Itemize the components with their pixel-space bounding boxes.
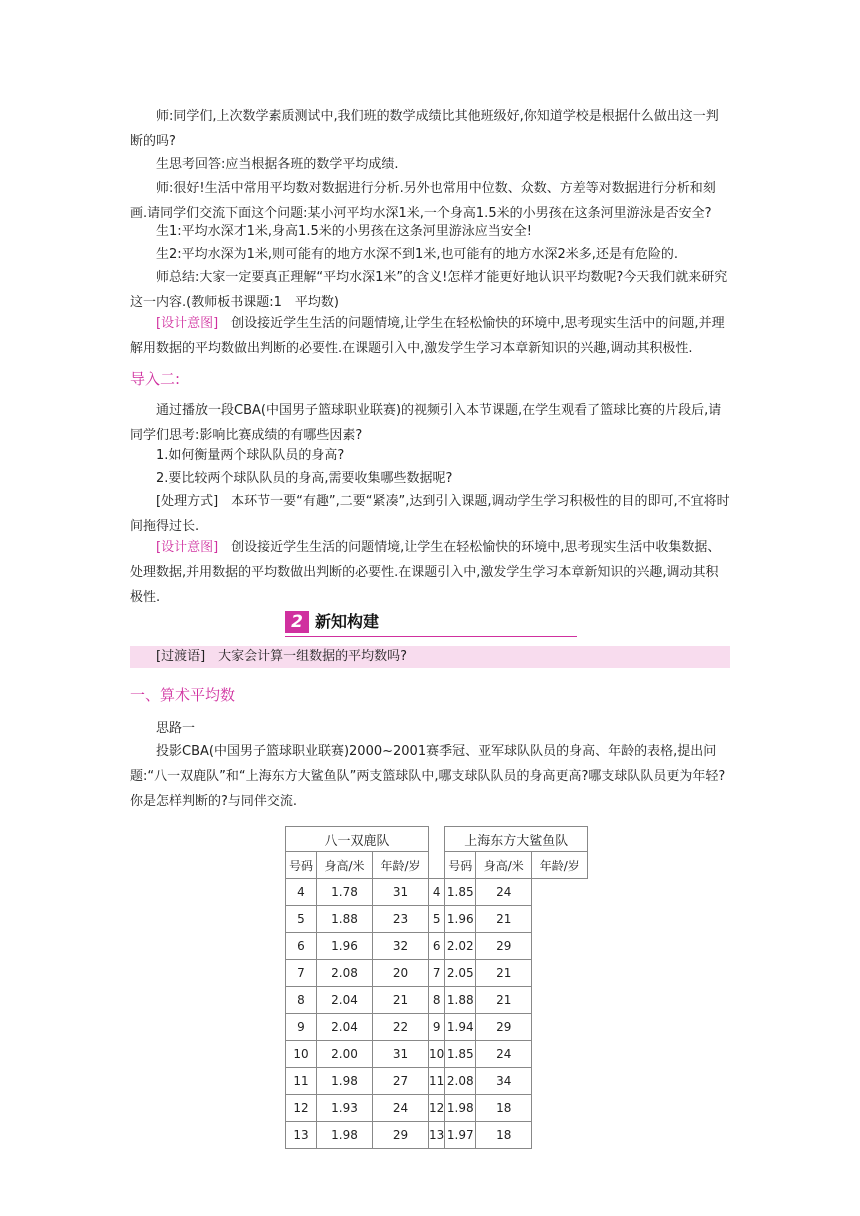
col-header-age: 年龄/岁 [532, 852, 588, 879]
processing-paragraph: [处理方式] 本环节一要“有趣”,二要“紧凑”,达到引入课题,调动学生学习积极性的目的即可,不宜将时间拖得过长. [130, 494, 730, 534]
design-intent-text: 创设接近学生生活的问题情境,让学生在轻松愉快的环境中,思考现实生活中收集数据、处理数据,并用数据的平均数做出判断的必要性.在课题引入中,激发学生学习本章新知识的兴趣,调动其积极性. [130, 540, 721, 605]
cell-no: 5 [429, 906, 445, 933]
cell-no: 7 [286, 960, 317, 987]
paragraph: 通过播放一段CBA(中国男子篮球职业联赛)的视频引入本节课题,在学生观看了篮球比赛的片段后,请同学们思考:影响比赛成绩的有哪些因素? [130, 403, 722, 443]
col-header-no: 号码 [445, 852, 476, 879]
table-row [286, 906, 588, 933]
transition-bar [130, 646, 730, 668]
cell-height: 2.02 [445, 933, 476, 960]
team-stats-table [285, 826, 588, 1149]
cell-height: 2.08 [445, 1068, 476, 1095]
cell-height: 1.85 [445, 879, 476, 906]
cell-age: 31 [373, 879, 429, 906]
cell-age: 24 [373, 1095, 429, 1122]
cell-age: 22 [373, 1014, 429, 1041]
cell-no: 12 [286, 1095, 317, 1122]
cell-no: 11 [286, 1068, 317, 1095]
col-header-no: 号码 [286, 852, 317, 879]
table-row [286, 1095, 588, 1122]
cell-height: 1.96 [445, 906, 476, 933]
cell-height: 1.98 [445, 1095, 476, 1122]
team-left-header: 八一双鹿队 [286, 827, 429, 852]
section-number: 2 [285, 611, 309, 633]
idea-paragraph: 投影CBA(中国男子篮球职业联赛)2000~2001赛季冠、亚军球队队员的身高、年龄的表格,提出问题:“八一双鹿队”和“上海东方大鲨鱼队”两支篮球队中,哪支球队队员的身高更高?哪支球队队员更为年轻?你是怎样判断的?与同伴交流. [130, 744, 726, 809]
paragraph: 师总结:大家一定要真正理解“平均水深1米”的含义!怎样才能更好地认识平均数呢?今天我们就来研究这一内容.(教师板书课题:1 平均数) [130, 270, 728, 310]
cell-height: 2.08 [317, 960, 373, 987]
design-intent-tag: [设计意图] [156, 540, 219, 555]
table-row [286, 933, 588, 960]
cell-height: 1.97 [445, 1122, 476, 1149]
design-intent-text: 创设接近学生生活的问题情境,让学生在轻松愉快的环境中,思考现实生活中的问题,并理解用数据的平均数做出判断的必要性.在课题引入中,激发学生学习本章新知识的兴趣,调动其积极性. [130, 316, 725, 356]
cell-height: 2.04 [317, 987, 373, 1014]
col-header-age: 年龄/岁 [373, 852, 429, 879]
cell-height: 1.98 [317, 1122, 373, 1149]
cell-age: 31 [373, 1041, 429, 1068]
paragraph: 生2:平均水深为1米,则可能有的地方水深不到1米,也可能有的地方水深2米多,还是有危险的. [156, 247, 678, 262]
intro2-heading: 导入二: [130, 370, 181, 388]
section-title: 新知构建 [315, 612, 380, 631]
paragraph: 生1:平均水深才1米,身高1.5米的小男孩在这条河里游泳应当安全! [156, 224, 532, 239]
cell-age: 18 [476, 1095, 532, 1122]
cell-height: 1.85 [445, 1041, 476, 1068]
subsection-heading: 一、算术平均数 [130, 686, 236, 704]
cell-age: 21 [373, 987, 429, 1014]
section-banner [285, 610, 577, 637]
cell-age: 29 [476, 1014, 532, 1041]
cell-no: 4 [286, 879, 317, 906]
list-item: 1.如何衡量两个球队队员的身高? [156, 448, 345, 463]
cell-age: 29 [476, 933, 532, 960]
transition-tag: [过渡语] [156, 649, 206, 664]
cell-no: 13 [429, 1122, 445, 1149]
col-header-height: 身高/米 [476, 852, 532, 879]
design-intent-paragraph [130, 311, 730, 361]
cell-height: 2.05 [445, 960, 476, 987]
cell-no: 10 [286, 1041, 317, 1068]
cell-no: 13 [286, 1122, 317, 1149]
cell-height: 1.88 [445, 987, 476, 1014]
paragraph: 师:很好!生活中常用平均数对数据进行分析.另外也常用中位数、众数、方差等对数据进行分析和刻画.请同学们交流下面这个问题:某小河平均水深1米,一个身高1.5米的小男孩在这条河里游泳是否安全? [130, 181, 716, 221]
cell-no: 8 [429, 987, 445, 1014]
idea-label: 思路一 [156, 721, 196, 736]
cell-age: 24 [476, 1041, 532, 1068]
cell-age: 21 [476, 906, 532, 933]
transition-text: 大家会计算一组数据的平均数吗? [218, 649, 408, 664]
col-header-height: 身高/米 [317, 852, 373, 879]
cell-height: 2.00 [317, 1041, 373, 1068]
cell-no: 7 [429, 960, 445, 987]
cell-no: 5 [286, 906, 317, 933]
cell-age: 29 [373, 1122, 429, 1149]
list-item: 2.要比较两个球队队员的身高,需要收集哪些数据呢? [156, 471, 453, 486]
cell-age: 27 [373, 1068, 429, 1095]
cell-height: 1.98 [317, 1068, 373, 1095]
table-row [286, 1014, 588, 1041]
table-row [286, 960, 588, 987]
cell-height: 1.78 [317, 879, 373, 906]
cell-age: 21 [476, 960, 532, 987]
table-row [286, 879, 588, 906]
cell-no: 12 [429, 1095, 445, 1122]
team-right-header: 上海东方大鲨鱼队 [445, 827, 588, 852]
table-row [286, 987, 588, 1014]
cell-height: 1.93 [317, 1095, 373, 1122]
cell-height: 1.96 [317, 933, 373, 960]
cell-height: 2.04 [317, 1014, 373, 1041]
design-intent-paragraph [130, 535, 730, 610]
cell-no: 6 [286, 933, 317, 960]
cell-age: 20 [373, 960, 429, 987]
cell-age: 18 [476, 1122, 532, 1149]
cell-no: 10 [429, 1041, 445, 1068]
cell-no: 11 [429, 1068, 445, 1095]
design-intent-tag: [设计意图] [156, 316, 219, 331]
cell-no: 9 [286, 1014, 317, 1041]
cell-age: 21 [476, 987, 532, 1014]
table-row [286, 1122, 588, 1149]
paragraph: 生思考回答:应当根据各班的数学平均成绩. [156, 157, 399, 172]
cell-no: 9 [429, 1014, 445, 1041]
cell-height: 1.88 [317, 906, 373, 933]
table-row [286, 1068, 588, 1095]
cell-no: 8 [286, 987, 317, 1014]
cell-age: 34 [476, 1068, 532, 1095]
cell-age: 24 [476, 879, 532, 906]
cell-height: 1.94 [445, 1014, 476, 1041]
cell-age: 32 [373, 933, 429, 960]
paragraph: 师:同学们,上次数学素质测试中,我们班的数学成绩比其他班级好,你知道学校是根据什么做出这一判断的吗? [130, 109, 719, 149]
cell-no: 4 [429, 879, 445, 906]
cell-age: 23 [373, 906, 429, 933]
cell-no: 6 [429, 933, 445, 960]
table-row [286, 1041, 588, 1068]
